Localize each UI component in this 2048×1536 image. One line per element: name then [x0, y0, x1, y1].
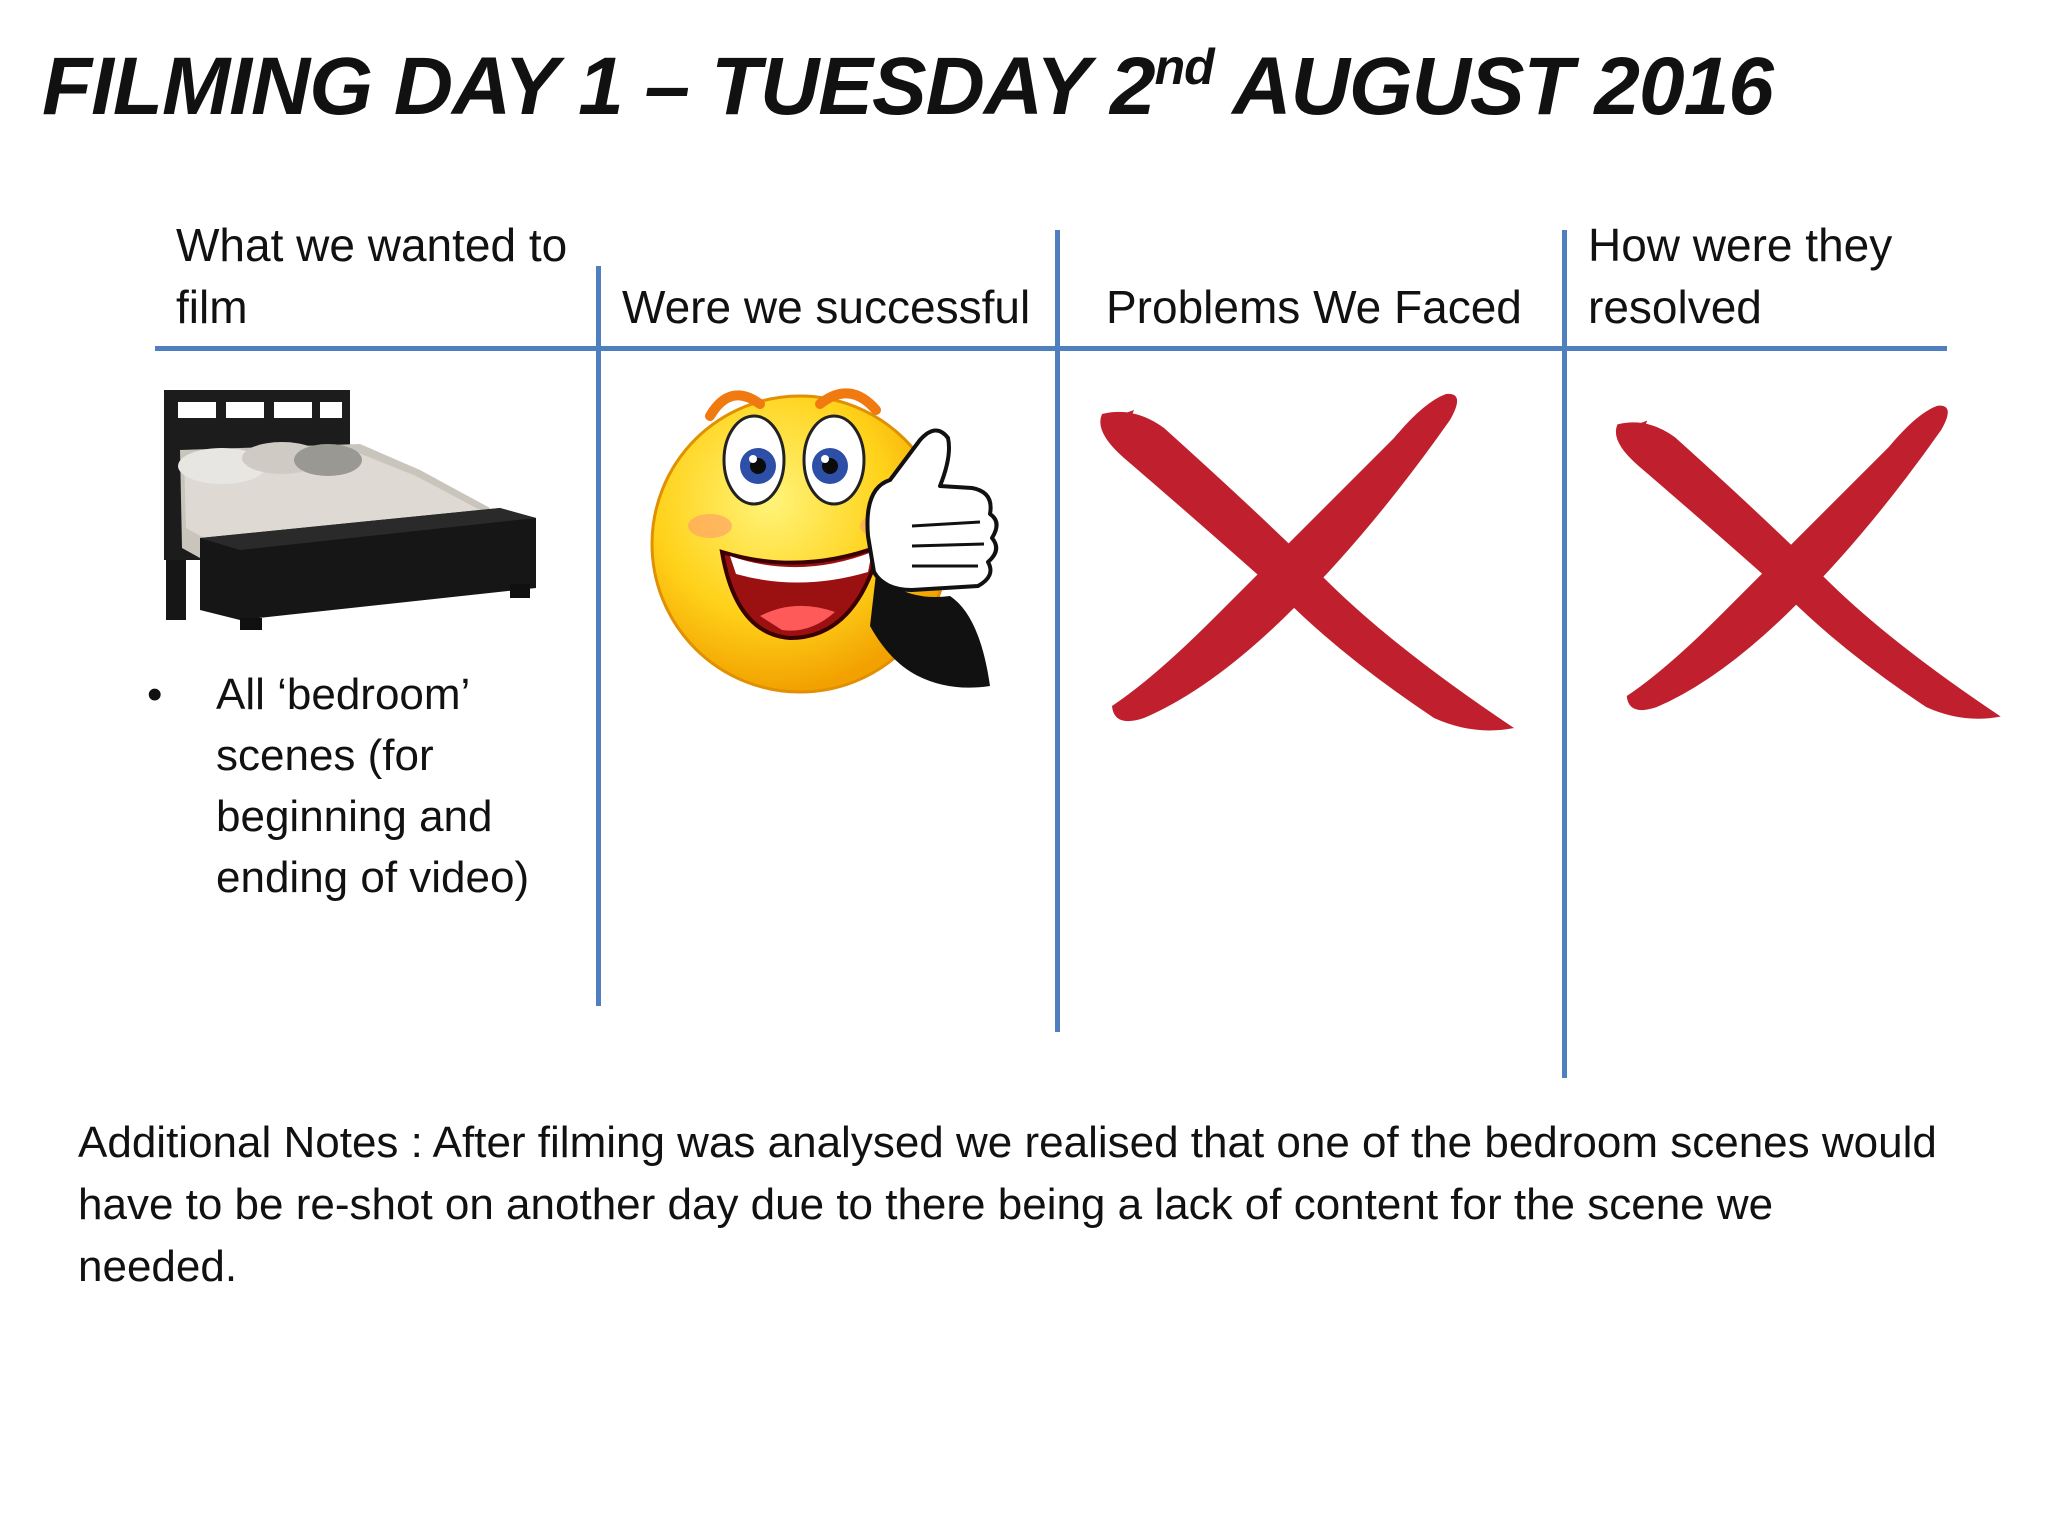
additional-notes: Additional Notes : After filming was analysed we realised that one of the bedroom scenes would have to be re-shot on another day due to there being a lack of content for the scene we needed. [78, 1118, 1937, 1291]
header-what-we-wanted: What we wanted to film [176, 219, 568, 333]
header-problems-we-faced: Problems We Faced [1106, 281, 1522, 333]
title-superscript: nd [1154, 39, 1214, 95]
header-divider-line [155, 346, 1947, 351]
red-cross-icon-problems [1094, 388, 1524, 738]
red-cross-icon-resolved [1610, 388, 2010, 738]
bullet-text: All ‘bedroom’ scenes (for beginning and ending of video) [216, 670, 530, 902]
column-divider-2 [1055, 230, 1060, 1032]
header-were-we-successful: Were we successful [622, 281, 1031, 333]
bed-image [160, 388, 540, 632]
column-divider-3 [1562, 230, 1567, 1078]
bullet-point: • [147, 670, 163, 719]
column-divider-1 [596, 266, 601, 1006]
slide-title [42, 40, 1773, 134]
title-main: FILMING DAY 1 – TUESDAY 2 [42, 41, 1155, 132]
smiley-thumbs-up-icon [650, 376, 1020, 696]
title-date-rest: AUGUST 2016 [1213, 41, 1773, 132]
header-how-resolved: How were they resolved [1588, 219, 1893, 333]
